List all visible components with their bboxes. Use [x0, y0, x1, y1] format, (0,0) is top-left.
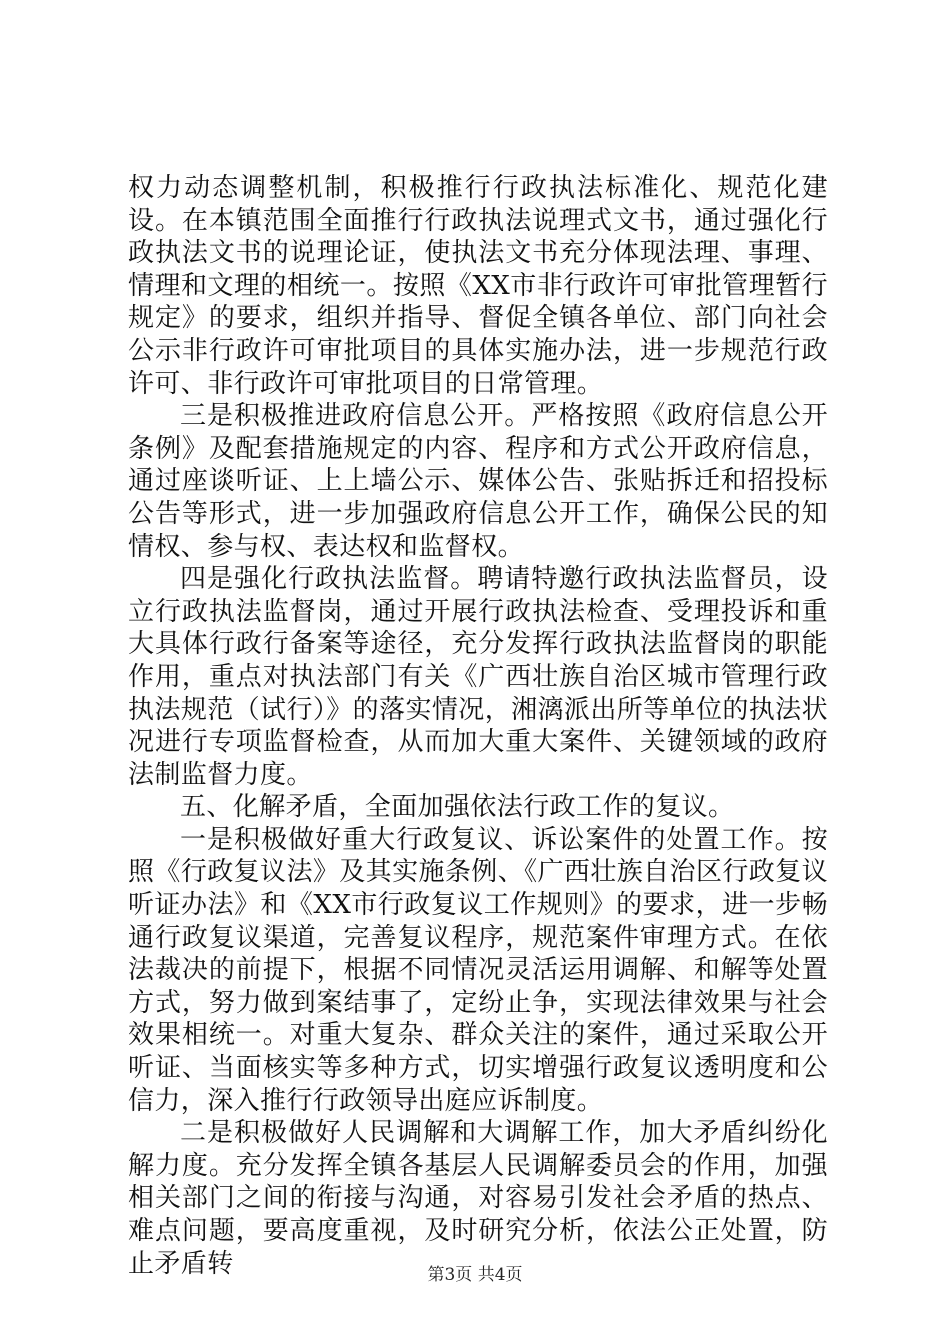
- paragraph-2: 三是积极推进政府信息公开。严格按照《政府信息公开条例》及配套措施规定的内容、程序和方式公开政府信息，通过座谈听证、上上墙公示、媒体公告、张贴拆迁和招投标公告等形式，进一步加强政府信息公开工作，确保公民的知情权、参与权、表达权和监督权。: [128, 401, 828, 562]
- page-number-footer: 第3页 共4页: [427, 1265, 523, 1285]
- paragraph-1: 权力动态调整机制，积极推行行政执法标准化、规范化建设。在本镇范围全面推行行政执法说理式文书，通过强化行政执法文书的说理论证，使执法文书充分体现法理、事理、情理和文理的相统一。按照《XX市非行政许可审批管理暂行规定》的要求，组织并指导、督促全镇各单位、部门向社会公示非行政许可审批项目的具体实施办法，进一步规范行政许可、非行政许可审批项目的日常管理。: [128, 173, 828, 399]
- paragraph-5: 二是积极做好人民调解和大调解工作，加大矛盾纠纷化解力度。充分发挥全镇各基层人民调解委员会的作用，加强相关部门之间的衔接与沟通，对容易引发社会矛盾的热点、难点问题，要高度重视，及时研究分析，依法公正处置，防止矛盾转: [128, 1118, 828, 1279]
- section-heading-5: 五、化解矛盾，全面加强依法行政工作的复议。: [180, 792, 735, 823]
- paragraph-4: 一是积极做好重大行政复议、诉讼案件的处置工作。按照《行政复议法》及其实施条例、《广西壮族自治区行政复议听证办法》和《XX市行政复议工作规则》的要求，进一步畅通行政复议渠道，完善复议程序，规范案件审理方式。在依法裁决的前提下，根据不同情况灵活运用调解、和解等处置方式，努力做到案结事了，定纷止争，实现法律效果与社会效果相统一。对重大复杂、群众关注的案件，通过采取公开听证、当面核实等多种方式，切实增强行政复议透明度和公信力，深入推行行政领导出庭应诉制度。: [128, 824, 828, 1116]
- paragraph-3: 四是强化行政执法监督。聘请特邀行政执法监督员，设立行政执法监督岗，通过开展行政执法检查、受理投诉和重大具体行政行备案等途径，充分发挥行政执法监督岗的职能作用，重点对执法部门有关《广西壮族自治区城市管理行政执法规范（试行）》的落实情况，湘漓派出所等单位的执法状况进行专项监督检查，从而加大重大案件、关键领域的政府法制监督力度。: [128, 564, 828, 790]
- document-body: [128, 172, 828, 1280]
